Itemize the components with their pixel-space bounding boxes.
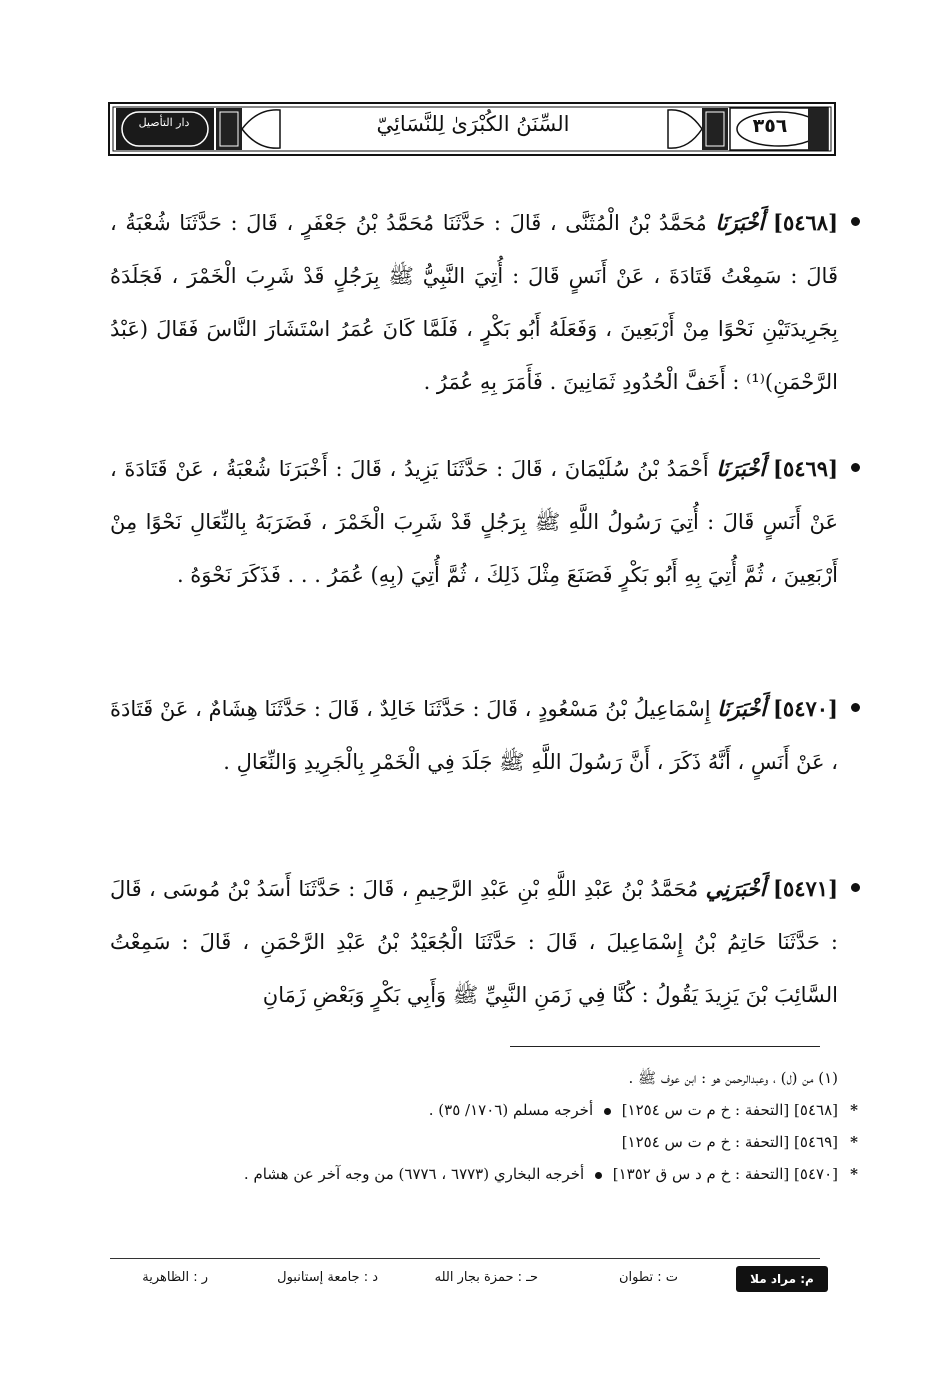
hadith-text: مُحَمَّدُ بْنُ الْمُثَنَّى ، قَالَ : حَدَّثَنَا مُحَمَّدُ بْنُ جَعْفَرٍ ، قَالَ : حَدَّثَنَا شُعْبَةُ ، قَالَ : سَمِعْتُ قَتَادَةَ ، عَنْ أَنَسٍ قَالَ : أُتِيَ النَّبِيُّ ﷺ بِرَجُلٍ قَدْ شَرِبَ الْخَمْرَ ، فَجَلَدَهُ بِجَرِيدَتَيْنِ نَحْوًا مِنْ أَرْبَعِينَ ، وَفَعَلَهُ أَبُو بَكْرٍ ، فَلَمَّا كَانَ عُمَرُ اسْتَشَارَ النَّاسَ فَقَالَ (عَبْدُ الرَّحْمَنِ)⁽¹⁾ : أَخَفَّ الْحُدُودِ ثَمَانِينَ . فَأَمَرَ بِهِ عُمَرُ .: [110, 211, 838, 394]
footnote-text: [٥٤٦٨] [التحفة : خ م ت س ١٢٥٤]: [621, 1101, 838, 1119]
footnote-line: [110, 1158, 858, 1190]
hadith-5468: [110, 196, 838, 409]
hadith-number: [٥٤٦٨]: [773, 210, 838, 235]
asterisk-icon: *: [850, 1133, 858, 1151]
asterisk-icon: *: [850, 1165, 858, 1183]
hadith-text: أَحْمَدُ بْنُ سُلَيْمَانَ ، قَالَ : حَدَّثَنَا يَزِيدُ ، قَالَ : أَخْبَرَنَا شُعْبَةُ ، عَنْ قَتَادَةَ ، عَنْ أَنَسٍ قَالَ : أُتِيَ رَسُولُ اللَّهِ ﷺ بِرَجُلٍ قَدْ شَرِبَ الْخَمْرَ ، فَضَرَبَهُ بِالنِّعَالِ نَحْوًا مِنْ أَرْبَعِينَ ، ثُمَّ أُتِيَ بِهِ أَبُو بَكْرٍ فَصَنَعَ مِثْلَ ذَلِكَ ، ثُمَّ أُتِيَ (بِهِ) عُمَرُ . . . فَذَكَرَ نَحْوَهُ .: [110, 457, 838, 587]
hadith-number: [٥٤٧٠]: [772, 696, 838, 721]
footnote-line: [110, 1062, 838, 1094]
footnote-text: [٥٤٦٩] [التحفة : خ م ت س ١٢٥٤]: [621, 1133, 838, 1151]
hadith-number: [٥٤٦٩]: [773, 456, 838, 481]
bullet-icon: [604, 1108, 611, 1115]
hadith-5471: [110, 862, 838, 1022]
asterisk-icon: *: [850, 1101, 858, 1119]
bullet-icon: [851, 703, 860, 712]
hadith-5469: [110, 442, 838, 602]
bottom-divider: [110, 1258, 820, 1259]
hadith-text: مُحَمَّدُ بْنُ عَبْدِ اللَّهِ بْنِ عَبْدِ الرَّحِيمِ ، قَالَ : حَدَّثَنَا أَسَدُ بْنُ مُوسَى ، قَالَ : حَدَّثَنَا حَاتِمُ بْنُ إِسْمَاعِيلَ ، قَالَ : حَدَّثَنَا الْجُعَيْدُ بْنُ عَبْدِ الرَّحْمَنِ ، قَالَ : سَمِعْتُ السَّائِبَ بْنَ يَزِيدَ يَقُولُ : كُنَّا فِي زَمَنِ النَّبِيِّ ﷺ وَأَبِي بَكْرٍ وَبَعْضِ زَمَانِ: [110, 877, 838, 1007]
page-number: ٣٥٦: [752, 115, 788, 137]
footnote-text: [٥٤٧٠] [التحفة : خ م د س ق ١٣٥٢]: [612, 1165, 838, 1183]
bullet-icon: [851, 463, 860, 472]
source-t: ت : تطوان: [618, 1270, 678, 1285]
hadith-text: إِسْمَاعِيلُ بْنُ مَسْعُودٍ ، قَالَ : حَدَّثَنَا خَالِدٌ ، قَالَ : حَدَّثَنَا هِشَامٌ ، عَنْ قَتَادَةَ ، عَنْ أَنَسٍ ، أَنَّهُ ذَكَرَ ، أَنَّ رَسُولَ اللَّهِ ﷺ جَلَدَ فِي الْخَمْرِ بِالْجَرِيدِ وَالنِّعَالِ .: [110, 697, 838, 774]
footnote-extra: أخرجه مسلم (١٧٠٦/ ٣٥) .: [428, 1101, 594, 1119]
hadith-5470: [110, 682, 838, 789]
hadith-number: [٥٤٧١]: [773, 876, 838, 901]
bullet-icon: [851, 217, 860, 226]
footnote-line: [110, 1094, 858, 1126]
hadith-opening: أَخْبَرَنِي: [705, 876, 766, 901]
manuscript-sources: [110, 1266, 838, 1294]
source-h: حـ : حمزة بجار الله: [434, 1270, 538, 1285]
source-d: د : جامعة إستانبول: [277, 1270, 378, 1285]
footnote-text: (١) من (ل) ، وعبدالرحمن هو : ابن عوف ﷺ .: [628, 1069, 838, 1087]
footnote-line: [110, 1126, 858, 1158]
source-r: ر : الظاهرية: [142, 1270, 208, 1285]
publisher-logo: دار التأصيل: [138, 116, 190, 129]
source-badge: م: مراد ملا: [736, 1266, 828, 1292]
bullet-icon: [595, 1172, 602, 1179]
page-header: [108, 100, 836, 158]
hadith-opening: أَخْبَرَنَا: [715, 210, 765, 235]
footnote-extra: أخرجه البخاري (٦٧٧٣ ، ٦٧٧٦) من وجه آخر عن هشام .: [243, 1165, 585, 1183]
hadith-opening: أَخْبَرَنَا: [717, 696, 767, 721]
footnotes: [110, 1062, 858, 1190]
footnote-divider: [510, 1046, 820, 1047]
book-title: السِّنَنُ الكُبْرَىٰ لِلنَّسَائِيّ: [376, 112, 570, 136]
bullet-icon: [851, 883, 860, 892]
hadith-opening: أَخْبَرَنَا: [716, 456, 766, 481]
